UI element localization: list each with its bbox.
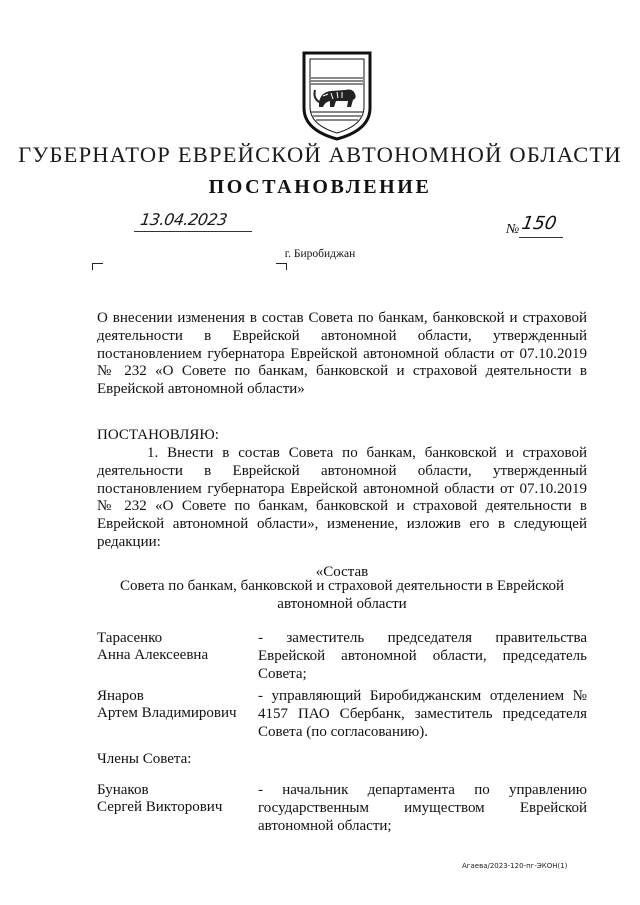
member-given-name: Сергей Викторович — [97, 799, 223, 815]
document-type: ПОСТАНОВЛЕНИЕ — [208, 176, 432, 198]
composition-subheading: Совета по банкам, банковской и страховой деятельности в Еврейской автономной области — [119, 578, 565, 612]
organization-title: ГУБЕРНАТОР ЕВРЕЙСКОЙ АВТОНОМНОЙ ОБЛАСТИ — [18, 142, 622, 167]
document-subject: О внесении изменения в состав Совета по банкам, банковской и страховой деятельности в Еврейской автономной области, утвержденный постановлением губернатора Еврейской автономной области от 07.10.2019 № 232 «О Совете по банкам, банковской и страховой деятельности в Еврейской автономной области» — [97, 310, 587, 398]
member-surname: Янаров — [97, 688, 144, 704]
title-corner-left — [92, 263, 103, 270]
member-role: - начальник департамента по управлению государственным имуществом Еврейской автономной области; — [258, 782, 587, 834]
region-coat-of-arms-tiger-icon — [301, 50, 373, 142]
number-label: № — [506, 222, 520, 237]
date-underline — [134, 231, 252, 232]
city-label: г. Биробиджан — [284, 248, 356, 260]
member-role: - заместитель председателя правительства Еврейской автономной области, председатель Совета; — [258, 630, 587, 682]
footer-document-code: Агаева/2023-120-пг-ЭКОН(1) — [462, 862, 568, 870]
council-members-label: Члены Совета: — [97, 751, 192, 767]
number-handwritten: 150 — [520, 213, 559, 234]
member-surname: Бунаков — [97, 782, 149, 798]
member-role: - управляющий Биробиджанским отделением № 4157 ПАО Сбербанк, заместитель председателя Совета (по согласованию). — [258, 688, 587, 740]
title-corner-right — [276, 263, 287, 270]
date-handwritten: 13.04.2023 — [139, 210, 229, 229]
resolve-heading: ПОСТАНОВЛЯЮ: — [97, 427, 219, 443]
member-given-name: Артем Владимирович — [97, 705, 237, 721]
member-given-name: Анна Алексеевна — [97, 647, 209, 663]
resolution-item-1: 1. Внести в состав Совета по банкам, банковской и страховой деятельности в Еврейской автономной области, утвержденный постановлением губернатора Еврейской автономной области от 07.10.2019 № 232 «О Совете по банкам, банковской и страховой деятельности в Еврейской автономной области», изменение, изложив его в следующей редакции: — [97, 445, 587, 550]
number-underline — [519, 237, 563, 238]
member-surname: Тарасенко — [97, 630, 163, 646]
composition-heading: «Состав — [315, 564, 369, 580]
